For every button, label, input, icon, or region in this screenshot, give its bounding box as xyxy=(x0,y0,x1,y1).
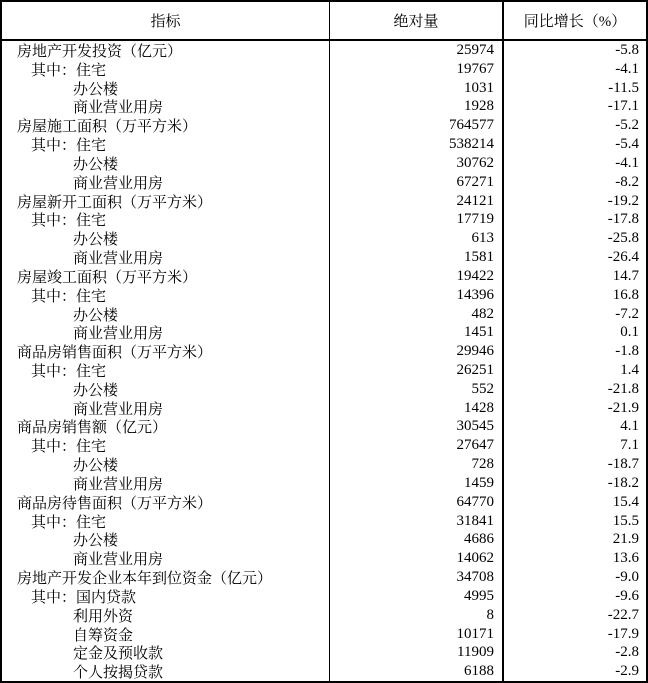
indicator-cell: 商业营业用房 xyxy=(2,549,330,568)
table-row xyxy=(2,606,646,625)
absolute-amount-cell: 4686 xyxy=(330,531,504,550)
table-row xyxy=(2,323,646,342)
table-body xyxy=(2,41,646,681)
yoy-growth-cell: 1.4 xyxy=(620,361,639,378)
indicator-cell: 房屋新开工面积（万平方米） xyxy=(2,192,330,211)
table-header-row xyxy=(2,2,646,41)
indicator-cell: 利用外资 xyxy=(2,606,330,625)
yoy-growth-cell: -5.8 xyxy=(615,41,639,58)
table-row xyxy=(2,173,646,192)
yoy-growth-cell: -2.8 xyxy=(615,644,639,661)
absolute-amount-cell: 25974 xyxy=(330,41,504,60)
table-row xyxy=(2,229,646,248)
absolute-amount-cell: 26251 xyxy=(330,361,504,380)
absolute-amount-cell: 4995 xyxy=(330,587,504,606)
yoy-growth-cell: -9.6 xyxy=(615,587,639,604)
table-row xyxy=(2,418,646,437)
indicator-cell: 商业营业用房 xyxy=(2,97,330,116)
yoy-growth-cell: -8.2 xyxy=(615,173,639,190)
yoy-growth-cell: -21.8 xyxy=(607,380,639,397)
indicator-cell: 房屋竣工面积（万平方米） xyxy=(2,267,330,286)
indicator-cell: 办公楼 xyxy=(2,154,330,173)
table-row xyxy=(2,549,646,568)
yoy-growth-cell: -22.7 xyxy=(607,606,639,623)
yoy-growth-cell: -17.1 xyxy=(607,98,639,115)
indicator-cell: 办公楼 xyxy=(2,380,330,399)
indicator-cell: 商业营业用房 xyxy=(2,399,330,418)
indicator-cell: 商品房销售面积（万平方米） xyxy=(2,342,330,361)
yoy-growth-cell: -19.2 xyxy=(607,192,639,209)
table-row xyxy=(2,436,646,455)
yoy-growth-cell: -18.7 xyxy=(607,456,639,473)
yoy-growth-cell: 15.4 xyxy=(612,493,639,510)
absolute-amount-cell: 1451 xyxy=(330,323,504,342)
indicator-cell: 其中：住宅 xyxy=(2,436,330,455)
absolute-amount-cell: 764577 xyxy=(330,116,504,135)
absolute-amount-cell: 613 xyxy=(330,229,504,248)
absolute-amount-cell: 19422 xyxy=(330,267,504,286)
absolute-amount-cell: 538214 xyxy=(330,135,504,154)
indicator-cell: 定金及预收款 xyxy=(2,644,330,663)
column-header-indicator: 指标 xyxy=(2,2,330,39)
table-row xyxy=(2,493,646,512)
absolute-amount-cell: 1928 xyxy=(330,97,504,116)
absolute-amount-cell: 482 xyxy=(330,305,504,324)
table-row xyxy=(2,342,646,361)
yoy-growth-cell: -11.5 xyxy=(608,79,639,96)
table-row xyxy=(2,210,646,229)
absolute-amount-cell: 11909 xyxy=(330,644,504,663)
yoy-growth-cell: -4.1 xyxy=(615,60,639,77)
indicator-cell: 办公楼 xyxy=(2,79,330,98)
absolute-amount-cell: 728 xyxy=(330,455,504,474)
table-row xyxy=(2,135,646,154)
indicator-cell: 商品房销售额（亿元） xyxy=(2,418,330,437)
indicator-cell: 自筹资金 xyxy=(2,625,330,644)
indicator-cell: 其中：住宅 xyxy=(2,210,330,229)
absolute-amount-cell: 29946 xyxy=(330,342,504,361)
absolute-amount-cell: 6188 xyxy=(330,662,504,681)
indicator-cell: 其中：住宅 xyxy=(2,361,330,380)
indicator-cell: 商业营业用房 xyxy=(2,474,330,493)
yoy-growth-cell: 21.9 xyxy=(612,531,639,548)
yoy-growth-cell: 7.1 xyxy=(620,437,639,454)
table-row xyxy=(2,474,646,493)
table-row xyxy=(2,587,646,606)
table-row xyxy=(2,662,646,681)
yoy-growth-cell: -26.4 xyxy=(607,249,639,266)
yoy-growth-cell: 15.5 xyxy=(612,512,639,529)
column-header-yoy-growth: 同比增长（%） xyxy=(523,14,627,30)
table-row xyxy=(2,41,646,60)
column-header-absolute-amount: 绝对量 xyxy=(330,2,504,39)
absolute-amount-cell: 1581 xyxy=(330,248,504,267)
table-row xyxy=(2,79,646,98)
table-row xyxy=(2,361,646,380)
absolute-amount-cell: 14396 xyxy=(330,286,504,305)
absolute-amount-cell: 67271 xyxy=(330,173,504,192)
table-row xyxy=(2,568,646,587)
table-row xyxy=(2,97,646,116)
yoy-growth-cell: 14.7 xyxy=(612,267,639,284)
indicator-cell: 房地产开发投资（亿元） xyxy=(2,41,330,60)
table-row xyxy=(2,512,646,531)
yoy-growth-cell: -17.9 xyxy=(607,625,639,642)
table-row xyxy=(2,399,646,418)
yoy-growth-cell: -21.9 xyxy=(607,399,639,416)
yoy-growth-cell: -7.2 xyxy=(615,305,639,322)
yoy-growth-cell: -1.8 xyxy=(615,343,639,360)
table-row xyxy=(2,116,646,135)
table-row xyxy=(2,192,646,211)
absolute-amount-cell: 31841 xyxy=(330,512,504,531)
indicator-cell: 商业营业用房 xyxy=(2,173,330,192)
yoy-growth-cell: 0.1 xyxy=(620,324,639,341)
absolute-amount-cell: 1428 xyxy=(330,399,504,418)
indicator-cell: 其中：住宅 xyxy=(2,135,330,154)
table-row xyxy=(2,380,646,399)
table-row xyxy=(2,455,646,474)
absolute-amount-cell: 1459 xyxy=(330,474,504,493)
absolute-amount-cell: 552 xyxy=(330,380,504,399)
yoy-growth-cell: -5.2 xyxy=(615,117,639,134)
absolute-amount-cell: 1031 xyxy=(330,79,504,98)
absolute-amount-cell: 19767 xyxy=(330,60,504,79)
yoy-growth-cell: -5.4 xyxy=(615,136,639,153)
indicator-cell: 商品房待售面积（万平方米） xyxy=(2,493,330,512)
indicator-cell: 商业营业用房 xyxy=(2,323,330,342)
indicator-cell: 商业营业用房 xyxy=(2,248,330,267)
indicator-cell: 办公楼 xyxy=(2,455,330,474)
table-row xyxy=(2,286,646,305)
indicator-cell: 其中：住宅 xyxy=(2,60,330,79)
indicator-cell: 个人按揭贷款 xyxy=(2,662,330,681)
yoy-growth-cell: -4.1 xyxy=(615,154,639,171)
yoy-growth-cell: -2.9 xyxy=(615,663,639,680)
absolute-amount-cell: 8 xyxy=(330,606,504,625)
indicator-cell: 办公楼 xyxy=(2,531,330,550)
indicator-cell: 办公楼 xyxy=(2,305,330,324)
table-row xyxy=(2,154,646,173)
absolute-amount-cell: 27647 xyxy=(330,436,504,455)
indicator-cell: 其中：国内贷款 xyxy=(2,587,330,606)
indicator-cell: 其中：住宅 xyxy=(2,512,330,531)
yoy-growth-cell: -18.2 xyxy=(607,474,639,491)
yoy-growth-cell: 4.1 xyxy=(620,418,639,435)
absolute-amount-cell: 64770 xyxy=(330,493,504,512)
yoy-growth-cell: 16.8 xyxy=(612,286,639,303)
table-row xyxy=(2,60,646,79)
table-row xyxy=(2,531,646,550)
indicator-cell: 房地产开发企业本年到位资金（亿元） xyxy=(2,568,330,587)
table-row xyxy=(2,644,646,663)
indicator-cell: 其中：住宅 xyxy=(2,286,330,305)
indicator-cell: 房屋施工面积（万平方米） xyxy=(2,116,330,135)
table-row xyxy=(2,625,646,644)
absolute-amount-cell: 30762 xyxy=(330,154,504,173)
absolute-amount-cell: 24121 xyxy=(330,192,504,211)
absolute-amount-cell: 17719 xyxy=(330,210,504,229)
yoy-growth-cell: 13.6 xyxy=(612,550,639,567)
yoy-growth-cell: -17.8 xyxy=(607,211,639,228)
table-row xyxy=(2,267,646,286)
table-row xyxy=(2,305,646,324)
absolute-amount-cell: 30545 xyxy=(330,418,504,437)
yoy-growth-cell: -25.8 xyxy=(607,230,639,247)
table-row xyxy=(2,248,646,267)
absolute-amount-cell: 14062 xyxy=(330,549,504,568)
absolute-amount-cell: 34708 xyxy=(330,568,504,587)
yoy-growth-cell: -9.0 xyxy=(615,569,639,586)
absolute-amount-cell: 10171 xyxy=(330,625,504,644)
indicator-cell: 办公楼 xyxy=(2,229,330,248)
